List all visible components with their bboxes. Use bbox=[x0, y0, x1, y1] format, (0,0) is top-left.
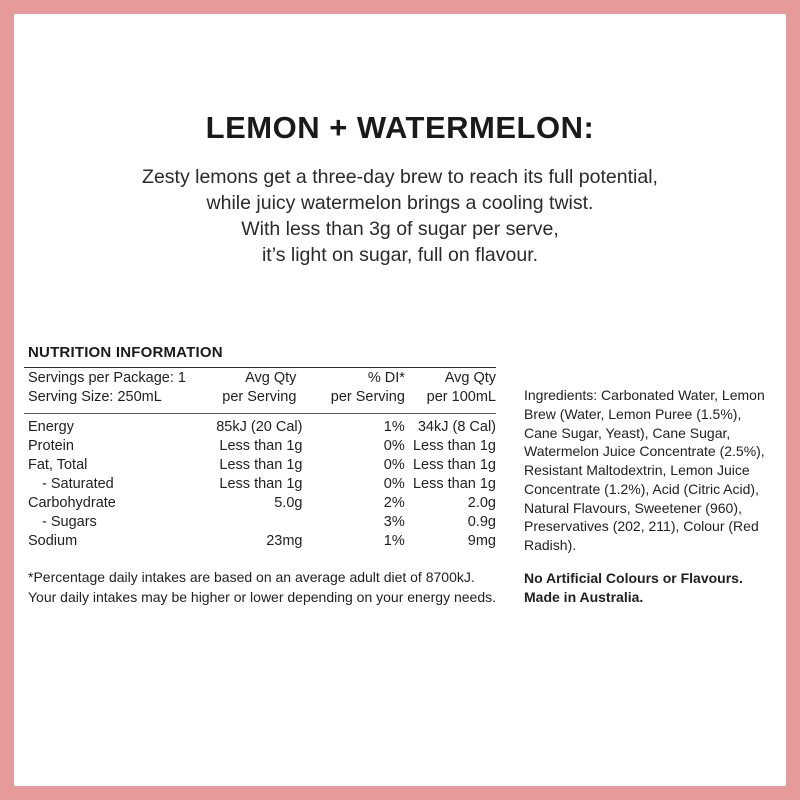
nutrient-di-per-serving: 0% bbox=[383, 437, 405, 454]
hero-description-line: it’s light on sugar, full on flavour. bbox=[261, 244, 539, 267]
table-row bbox=[24, 417, 496, 436]
column-subheader-per-serving: per Serving bbox=[222, 388, 297, 405]
column-subheader-per-100ml: per 100mL bbox=[426, 388, 496, 405]
nutrient-name: Sodium bbox=[28, 532, 78, 549]
nutrient-per-100ml: Less than 1g bbox=[412, 456, 496, 473]
nutrient-di-per-serving: 0% bbox=[383, 456, 405, 473]
footnote-line: Your daily intakes may be higher or lower depending on your energy needs. bbox=[28, 588, 497, 605]
product-claims bbox=[524, 569, 776, 607]
ingredients-panel bbox=[524, 386, 776, 606]
hero-section bbox=[14, 14, 786, 269]
nutrient-di-per-serving: 3% bbox=[383, 513, 405, 530]
nutrition-heading: NUTRITION INFORMATION bbox=[28, 344, 223, 361]
column-header-di: % DI* bbox=[367, 369, 405, 386]
table-row bbox=[24, 436, 496, 455]
table-row bbox=[24, 474, 496, 493]
table-row bbox=[24, 387, 496, 406]
nutrient-di-per-serving: 0% bbox=[383, 475, 405, 492]
nutrient-per-serving: Less than 1g bbox=[219, 456, 303, 473]
footnote-line: *Percentage daily intakes are based on an average adult diet of 8700kJ. bbox=[28, 569, 475, 585]
table-row bbox=[24, 455, 496, 474]
nutrient-name: - Saturated bbox=[42, 475, 114, 492]
nutrient-per-100ml: Less than 1g bbox=[412, 475, 496, 492]
table-row bbox=[24, 512, 496, 531]
nutrient-per-serving: 5.0g bbox=[274, 494, 303, 511]
nutrient-per-100ml: Less than 1g bbox=[412, 437, 496, 454]
nutrient-per-serving: Less than 1g bbox=[219, 437, 303, 454]
nutrient-name: Protein bbox=[28, 437, 74, 454]
nutrition-table bbox=[24, 368, 496, 406]
hero-description bbox=[14, 164, 786, 269]
nutrient-per-serving bbox=[195, 512, 303, 531]
nutrient-di-per-serving: 1% bbox=[383, 418, 405, 435]
hero-description-line: Zesty lemons get a three-day brew to reach its full potential, bbox=[142, 166, 658, 188]
hero-description-line: while juicy watermelon brings a cooling twist. bbox=[206, 192, 594, 215]
nutrient-di-per-serving: 2% bbox=[383, 494, 405, 511]
nutrient-per-100ml: 2.0g bbox=[467, 494, 496, 511]
nutrient-per-100ml: 9mg bbox=[467, 532, 496, 549]
table-row bbox=[24, 493, 496, 512]
hero-description-line: With less than 3g of sugar per serve, bbox=[241, 218, 559, 241]
column-subheader-di-per-serving: per Serving bbox=[330, 388, 405, 405]
nutrient-per-serving: Less than 1g bbox=[219, 475, 303, 492]
nutrition-information-panel bbox=[24, 344, 504, 607]
label-page bbox=[14, 14, 786, 786]
daily-intake-footnote bbox=[24, 568, 528, 607]
nutrition-values-table bbox=[24, 417, 496, 550]
nutrient-name: - Sugars bbox=[42, 513, 97, 530]
page-title: LEMON + WATERMELON: bbox=[205, 110, 595, 145]
serving-size: Serving Size: 250mL bbox=[28, 388, 162, 405]
column-header-avg-qty-serving: Avg Qty bbox=[245, 369, 297, 386]
table-row bbox=[24, 531, 496, 550]
table-row bbox=[24, 368, 496, 387]
nutrient-per-serving: 85kJ (20 Cal) bbox=[216, 418, 303, 435]
nutrient-per-100ml: 34kJ (8 Cal) bbox=[417, 418, 496, 435]
claim-line: Made in Australia. bbox=[524, 588, 644, 605]
servings-per-package: Servings per Package: 1 bbox=[28, 369, 186, 386]
ingredients-text: Ingredients: Carbonated Water, Lemon Brew (Water, Lemon Puree (1.5%), Cane Sugar, Yeast), Cane Sugar, Watermelon Juice Concentrate (2.5%), Resistant Maltodextrin, Lemon Juice Concentrate (1.2%), Acid (Citric Acid), Natural Flavours, Sweetener (960), Preservatives (202, 211), Colour (Red Radish). bbox=[524, 387, 765, 553]
nutrient-name: Fat, Total bbox=[28, 456, 88, 473]
claim-line: No Artificial Colours or Flavours. bbox=[524, 569, 743, 586]
nutrient-name: Energy bbox=[28, 418, 74, 435]
nutrient-di-per-serving: 1% bbox=[383, 532, 405, 549]
nutrient-per-100ml: 0.9g bbox=[467, 513, 496, 530]
column-header-avg-qty-100ml: Avg Qty bbox=[444, 369, 496, 386]
nutrient-per-serving: 23mg bbox=[266, 532, 303, 549]
divider-mid bbox=[24, 413, 496, 414]
nutrient-name: Carbohydrate bbox=[28, 494, 116, 511]
